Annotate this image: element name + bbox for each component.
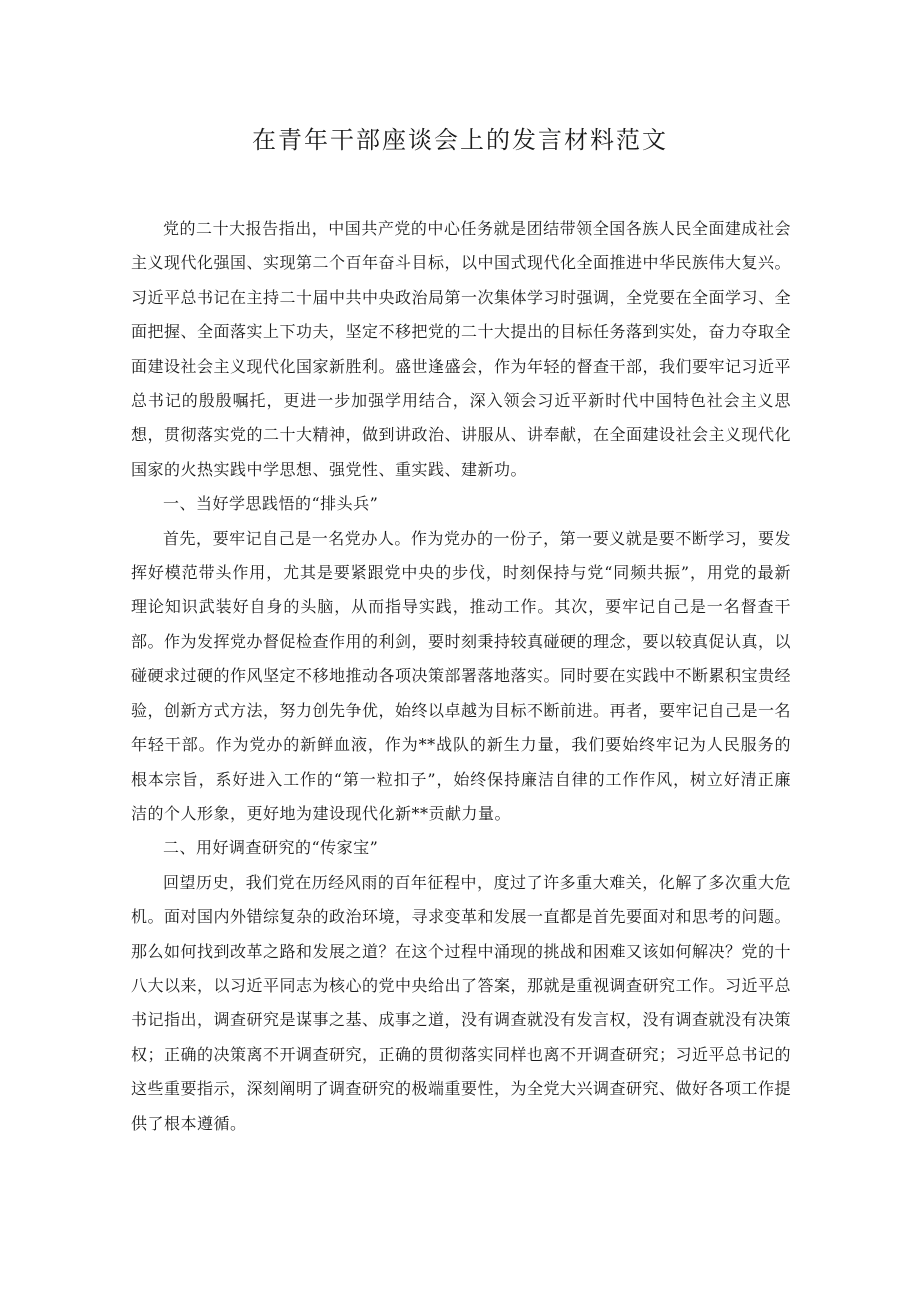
section-1-paragraph: 首先，要牢记自己是一名党办人。作为党办的一份子，第一要义就是要不断学习，要发挥好模范带头作用，尤其是要紧跟党中央的步伐，时刻保持与党“同频共振”，用党的最新理论知识武装好自身的头脑，从而指导实践，推动工作。其次，要牢记自己是一名督查干部。作为发挥党办督促检查作用的利剑，要时刻秉持较真碰硬的理念，要以较真促认真，以碰硬求过硬的作风坚定不移地推动各项决策部署落地落实。同时要在实践中不断累积宝贵经验，创新方式方法，努力创先争优，始终以卓越为目标不断前进。再者，要牢记自己是一名年轻干部。作为党办的新鲜血液，作为**战队的新生力量，我们要始终牢记为人民服务的根本宗旨，系好进入工作的“第一粒扣子”，始终保持廉洁自律的工作作风，树立好清正廉洁的个人形象，更好地为建设现代化新**贡献力量。 xyxy=(131,528,792,823)
intro-paragraph: 党的二十大报告指出，中国共产党的中心任务就是团结带领全国各族人民全面建成社会主义现代化强国、实现第二个百年奋斗目标，以中国式现代化全面推进中华民族伟大复兴。习近平总书记在主持二十届中共中央政治局第一次集体学习时强调，全党要在全面学习、全面把握、全面落实上下功夫，坚定不移把党的二十大提出的目标任务落到实处，奋力夺取全面建设社会主义现代化国家新胜利。盛世逢盛会，作为年轻的督查干部，我们要牢记习近平总书记的殷殷嘱托，更进一步加强学用结合，深入领会习近平新时代中国特色社会主义思想，贯彻落实党的二十大精神，做到讲政治、讲服从、讲奉献，在全面建设社会主义现代化国家的火热实践中学思想、强党性、重实践、建新功。 xyxy=(131,219,792,479)
section-2-paragraph: 回望历史，我们党在历经风雨的百年征程中，度过了许多重大难关，化解了多次重大危机。面对国内外错综复杂的政治环境，寻求变革和发展一直都是首先要面对和思考的问题。那么如何找到改革之路和发展之道？在这个过程中涌现的挑战和困难又该如何解决？党的十八大以来，以习近平同志为核心的党中央给出了答案，那就是重视调查研究工作。习近平总书记指出，调查研究是谋事之基、成事之道，没有调查就没有发言权，没有调查就没有决策权；正确的决策离不开调查研究，正确的贯彻落实同样也离不开调查研究；习近平总书记的这些重要指示，深刻阐明了调查研究的极端重要性，为全党大兴调查研究、做好各项工作提供了根本遵循。 xyxy=(131,872,792,1133)
section-2-heading: 二、用好调查研究的“传家宝” xyxy=(163,838,379,858)
document-body xyxy=(131,212,791,1141)
section-1-heading: 一、当好学思践悟的“排头兵” xyxy=(163,494,379,514)
document-title: 在青年干部座谈会上的发言材料范文 xyxy=(252,126,668,154)
